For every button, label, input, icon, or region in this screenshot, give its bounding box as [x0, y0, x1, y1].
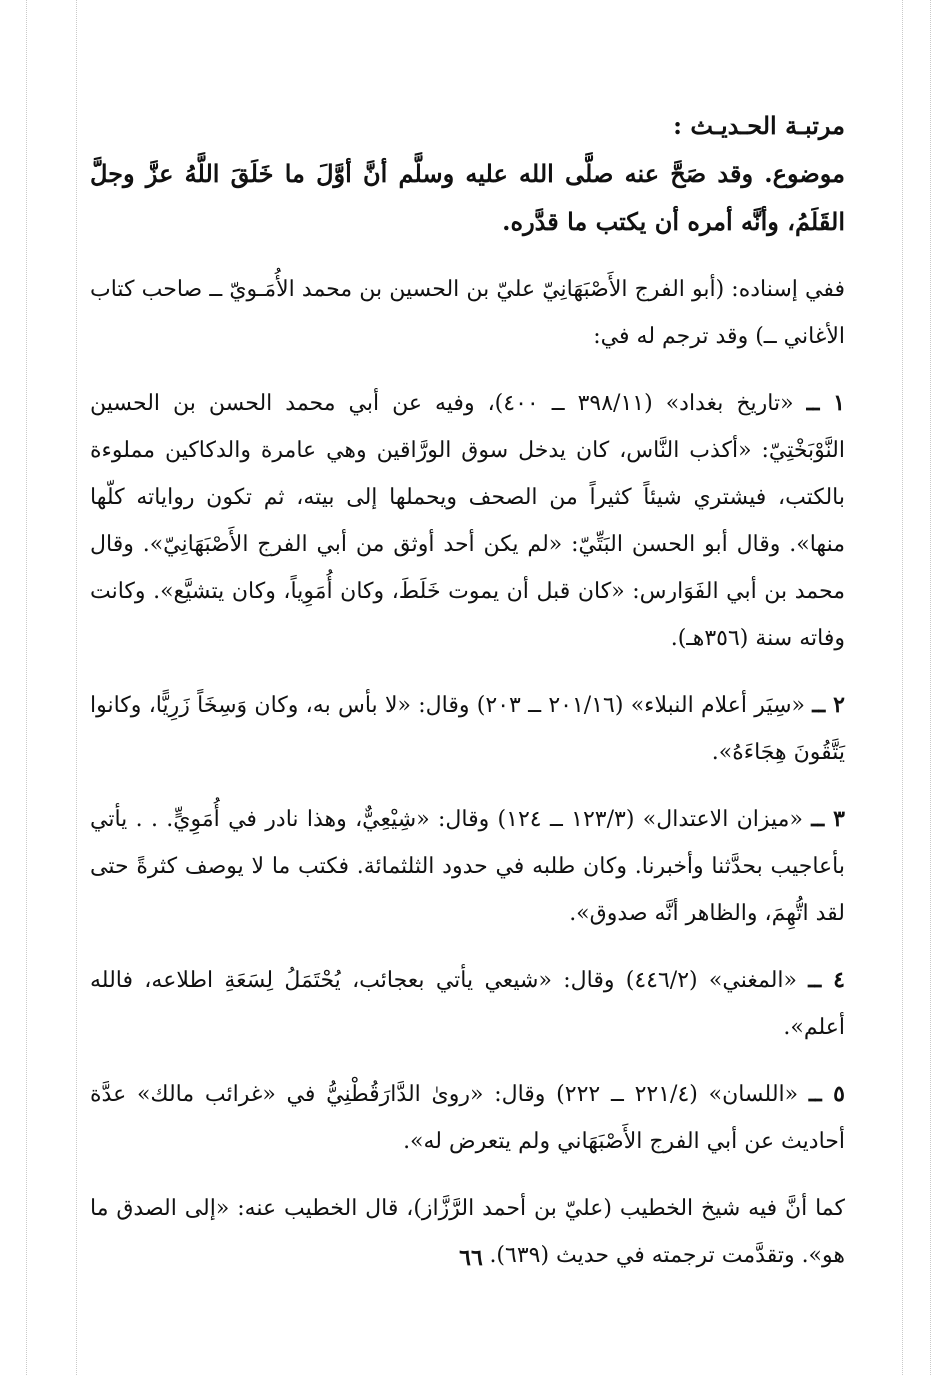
entry-text: «تاريخ بغداد» (٣٩٨/١١ ــ ٤٠٠)، وفيه عن أبي محمد الحسن بن الحسين النَّوْبَخْتِيّ: «أكذب النَّاس، كان يدخل سوق الورَّاقين وهي عامرة والدكاكين مملوءة بالكتب، فيشتري شيئاً كثيراً من الصحف ويحملها إلى بيته، ثم تكون رواياته كلّها منها». وقال أبو الحسن البَتِّيّ: «لم يكن أحد أوثق من أبي الفرج الأَصْبَهَانِيّ». وقال محمد بن أبي الفَوَارس: «كان قبل أن يموت خَلَطَ، وكان أُمَوِياً، وكان يتشيَّع». وكانت وفاته سنة (٣٥٦هـ).: [90, 391, 845, 651]
source-entry-5: [90, 1071, 845, 1165]
guide-line: [26, 0, 27, 1375]
guide-line: [930, 0, 931, 1375]
guide-line: [76, 0, 77, 1375]
source-entry-3: [90, 796, 845, 937]
entry-number: ١ ــ: [806, 390, 845, 416]
isnad-paragraph: [90, 266, 845, 360]
entry-number: ٣ ــ: [811, 806, 845, 832]
source-entry-1: [90, 380, 845, 662]
section-heading: مرتبـة الحـديـث :: [673, 111, 845, 140]
entry-text: «اللسان» (٢٢١/٤ ــ ٢٢٢) وقال: «روىٰ الدَّارَقُطْنِيُّ في «غرائب مالك» عدَّة أحاديث عن أبي الفرج الأَصْبَهَاني ولم يتعرض له».: [90, 1082, 845, 1154]
page-number: ٦٦: [459, 1245, 483, 1271]
source-entry-2: [90, 682, 845, 776]
entry-text: «سِيَر أعلام النبلاء» (٢٠١/١٦ ــ ٢٠٣) وقال: «لا بأس به، وكان وَسِخَاً زَرِيًّا، وكانوا يَتَّقُونَ هِجَاءَهُ».: [90, 693, 845, 765]
page-content: [90, 108, 845, 1299]
source-entry-4: [90, 957, 845, 1051]
paragraph-text: كما أنَّ فيه شيخ الخطيب (عليّ بن أحمد الرَّزَّاز)، قال الخطيب عنه: «إلى الصدق ما هو». وتقدَّمت ترجمته في حديث (٦٣٩).: [90, 1196, 845, 1268]
entry-text: «ميزان الاعتدال» (١٢٣/٣ ــ ١٢٤) وقال: «شِيْعِيٌّ، وهذا نادر في أُمَوِيٍّ. . . يأتي بأعاجيب بحدَّثنا وأخبرنا. وكان طلبه في حدود الثلثمائة. فكتب ما لا يوصف كثرةً حتى لقد اتُّهِمَ، والظاهر أنَّه صدوق».: [90, 807, 845, 926]
entry-text: «المغني» (٤٤٦/٢) وقال: «شيعي يأتي بعجائب، يُحْتَمَلُ لِسَعَةِ اطلاعه، فالله أعلم».: [90, 968, 845, 1040]
entry-number: ٢ ــ: [812, 692, 845, 718]
entry-number: ٥ ــ: [808, 1081, 845, 1107]
lead-paragraph: موضوع. وقد صَحَّ عنه صلَّى الله عليه وسلَّم أنَّ أوَّلَ ما خَلَقَ اللَّهُ عزَّ وجلَّ القَلَمُ، وأنَّه أمره أن يكتب ما قدَّره.: [90, 159, 845, 236]
guide-line: [902, 0, 903, 1375]
entry-number: ٤ ــ: [808, 967, 845, 993]
paragraph-text: ففي إسناده: (أبو الفرج الأَصْبَهَانِيّ عليّ بن الحسين بن محمد الأُمَـويّ ــ صاحب كتاب الأغاني ــ) وقد ترجم له في:: [90, 277, 845, 349]
